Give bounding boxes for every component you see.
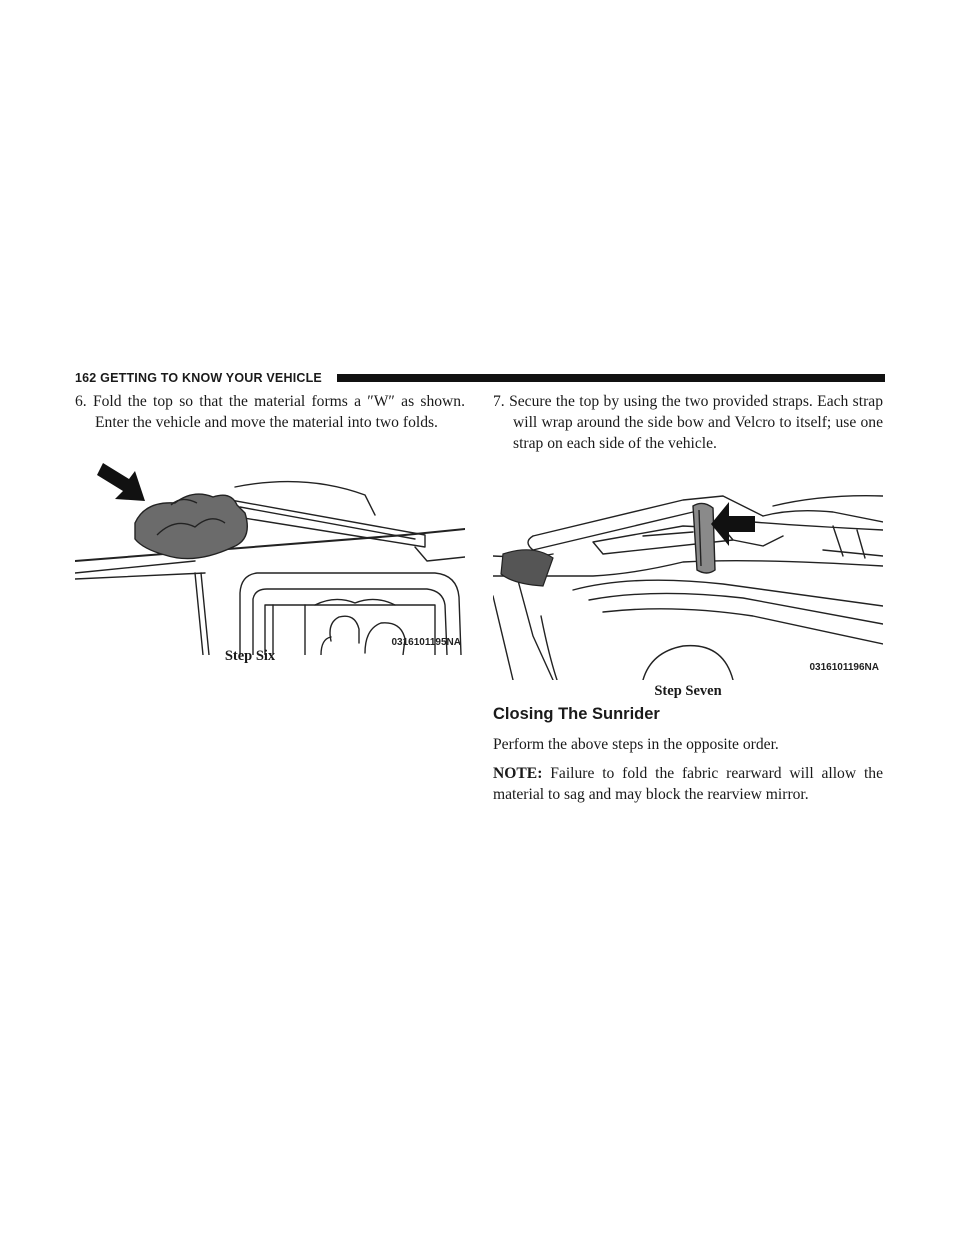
- right-column: [493, 391, 883, 813]
- header-rule: [337, 374, 885, 382]
- step-six-illustration: [75, 443, 465, 655]
- section-heading: Closing The Sunrider: [493, 705, 660, 723]
- note-paragraph: [493, 763, 883, 805]
- body-paragraph: Perform the above steps in the opposite order.: [493, 736, 779, 753]
- left-column: [75, 391, 465, 665]
- note-label: NOTE:: [493, 765, 543, 782]
- step-number: 6.: [75, 393, 87, 410]
- figure-caption: Step Seven: [654, 683, 722, 699]
- step-seven-text: 7. Secure the top by using the two provided straps. Each strap will wrap around the side bow and Velcro to itself; use one strap on each side of the vehicle.: [493, 393, 883, 452]
- section-title-header: GETTING TO KNOW YOUR VEHICLE: [100, 371, 322, 385]
- page-header-text: [75, 370, 322, 386]
- step-six-figure: [75, 443, 465, 665]
- figure-caption: Step Six: [224, 648, 276, 664]
- page-number: 162: [75, 371, 97, 385]
- step-number: 7.: [493, 393, 505, 410]
- figure-code: 0316101196NA: [809, 662, 879, 673]
- page-header: [75, 370, 885, 386]
- step-six-text: 6. Fold the top so that the material forms a ″W″ as shown. Enter the vehicle and move the material into two folds.: [75, 393, 465, 431]
- figure-code: 0316101195NA: [391, 637, 461, 648]
- step-seven-illustration: [493, 466, 883, 680]
- note-text: Failure to fold the fabric rearward will allow the material to sag and may block the rearview mirror.: [493, 765, 883, 803]
- step-seven-figure: [493, 466, 883, 700]
